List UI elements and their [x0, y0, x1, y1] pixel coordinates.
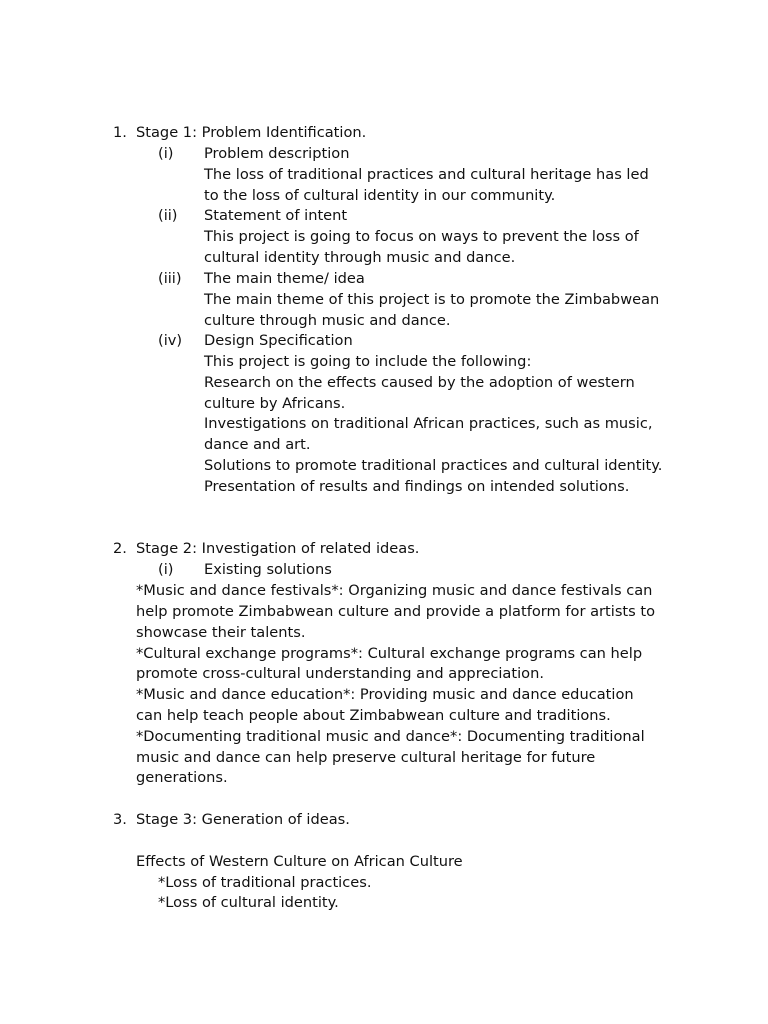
main-theme-line: culture through music and dance. — [204, 312, 451, 329]
statement-of-intent-line: cultural identity through music and dance. — [204, 249, 516, 266]
item-iii-numeral: (iii) — [158, 270, 182, 287]
main-theme-heading: The main theme/ idea — [204, 270, 365, 287]
stage-3-title: Stage 3: Generation of ideas. — [136, 811, 350, 828]
main-theme-line: The main theme of this project is to promote the Zimbabwean — [204, 291, 660, 308]
statement-of-intent-heading: Statement of intent — [204, 207, 348, 224]
stage-3-bullet: *Loss of cultural identity. — [158, 894, 339, 911]
item-i-numeral: (i) — [158, 145, 174, 162]
existing-solutions-line: showcase their talents. — [136, 624, 306, 641]
stage-3-subheading: Effects of Western Culture on African Culture — [136, 853, 463, 870]
design-specification-line: This project is going to include the following: — [204, 353, 532, 370]
stage-1-title: Stage 1: Problem Identification. — [136, 124, 367, 141]
design-specification-line: Investigations on traditional African practices, such as music, — [204, 415, 653, 432]
existing-solutions-line: *Cultural exchange programs*: Cultural exchange programs can help — [136, 645, 643, 662]
existing-solutions-line: *Documenting traditional music and dance*: Documenting traditional — [136, 728, 645, 745]
existing-solutions-line: promote cross-cultural understanding and appreciation. — [136, 665, 544, 682]
stage-3-bullet: *Loss of traditional practices. — [158, 874, 372, 891]
existing-solutions-numeral: (i) — [158, 561, 174, 578]
existing-solutions-line: generations. — [136, 769, 228, 786]
existing-solutions-line: can help teach people about Zimbabwean culture and traditions. — [136, 707, 611, 724]
existing-solutions-line: *Music and dance education*: Providing music and dance education — [136, 686, 634, 703]
statement-of-intent-line: This project is going to focus on ways to prevent the loss of — [204, 228, 639, 245]
design-specification-line: Research on the effects caused by the adoption of western — [204, 374, 635, 391]
existing-solutions-line: help promote Zimbabwean culture and provide a platform for artists to — [136, 603, 656, 620]
stage-1-number: 1. — [113, 124, 127, 141]
stage-3-number: 3. — [113, 811, 127, 828]
stage-2-title: Stage 2: Investigation of related ideas. — [136, 540, 420, 557]
problem-description-heading: Problem description — [204, 145, 350, 162]
design-specification-heading: Design Specification — [204, 332, 353, 349]
existing-solutions-heading: Existing solutions — [204, 561, 332, 578]
design-specification-line: culture by Africans. — [204, 395, 346, 412]
existing-solutions-line: *Music and dance festivals*: Organizing music and dance festivals can — [136, 582, 653, 599]
problem-description-line: The loss of traditional practices and cultural heritage has led — [204, 166, 649, 183]
item-iv-numeral: (iv) — [158, 332, 183, 349]
design-specification-line: Solutions to promote traditional practices and cultural identity. — [204, 457, 663, 474]
design-specification-line: dance and art. — [204, 436, 311, 453]
existing-solutions-line: music and dance can help preserve cultural heritage for future — [136, 749, 596, 766]
problem-description-line: to the loss of cultural identity in our community. — [204, 187, 556, 204]
design-specification-line: Presentation of results and findings on intended solutions. — [204, 478, 630, 495]
stage-2-number: 2. — [113, 540, 127, 557]
item-ii-numeral: (ii) — [158, 207, 178, 224]
